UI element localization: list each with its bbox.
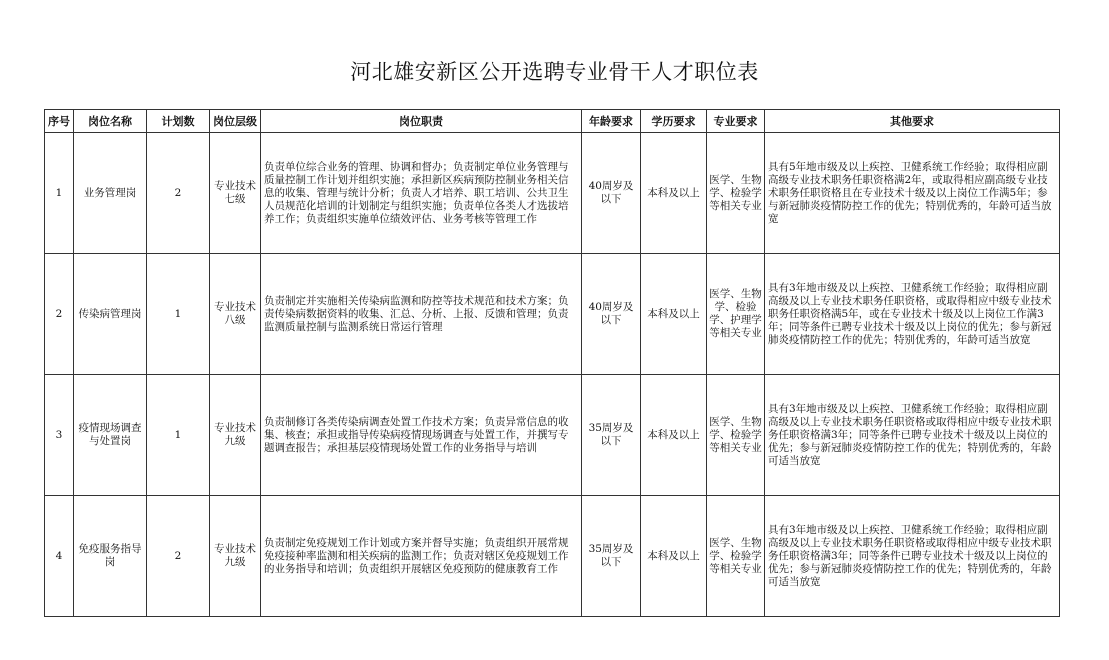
cell-duty: 负责单位综合业务的管理、协调和督办；负责制定单位业务管理与质量控制工作计划并组织实施；承担新区疾病预防控制业务相关信息的收集、管理与统计分析；负责人才培养、职工培训、公共卫生人员规范化培训的计划制定与组织实施；负责单位各类人才选拔培养工作；负责组织实施单位绩效评估、业务考核等管理工作: [261, 133, 582, 254]
table-row: [45, 133, 1060, 254]
cell-level: 专业技术七级: [210, 133, 261, 254]
cell-duty: 负责制定并实施相关传染病监测和防控等技术规范和技术方案；负责传染病数据资料的收集、汇总、分析、上报、反馈和管理；负责监测质量控制与监测系统日常运行管理: [261, 254, 582, 375]
page-title: 河北雄安新区公开选聘专业骨干人才职位表: [350, 60, 759, 84]
cell-level: 专业技术九级: [210, 375, 261, 496]
cell-edu: 本科及以上: [641, 375, 707, 496]
cell-age: 40周岁及以下: [582, 133, 641, 254]
cell-age: 35周岁及以下: [582, 496, 641, 617]
cell-other: 具有3年地市级及以上疾控、卫健系统工作经验；取得相应副高级及以上专业技术职务任职资格或取得相应中级专业技术职务任职资格满3年；同等条件已聘专业技术十级及以上岗位的优先；参与新冠肺炎疫情防控工作的优先；特别优秀的，年龄可适当放宽: [765, 496, 1060, 617]
cell-plan: 1: [147, 375, 210, 496]
cell-major: 医学、生物学、检验学、护理学等相关专业: [707, 254, 765, 375]
cell-other: 具有5年地市级及以上疾控、卫健系统工作经验；取得相应副高级专业技术职务任职资格满2年，或取得相应副高级专业技术职务任职资格且在专业技术十级及以上岗位工作满5年；参与新冠肺炎疫情防控工作的优先；特别优秀的，年龄可适当放宽: [765, 133, 1060, 254]
cell-seq: 2: [45, 254, 74, 375]
col-header-major: 专业要求: [707, 110, 765, 133]
cell-seq: 4: [45, 496, 74, 617]
cell-name: 传染病管理岗: [74, 254, 147, 375]
col-header-age: 年龄要求: [582, 110, 641, 133]
cell-plan: 2: [147, 496, 210, 617]
cell-major: 医学、生物学、检验学等相关专业: [707, 375, 765, 496]
cell-name: 疫情现场调查与处置岗: [74, 375, 147, 496]
cell-seq: 3: [45, 375, 74, 496]
col-header-edu: 学历要求: [641, 110, 707, 133]
cell-age: 40周岁及以下: [582, 254, 641, 375]
cell-other: 具有3年地市级及以上疾控、卫健系统工作经验；取得相应副高级及以上专业技术职务任职资格或取得相应中级专业技术职务任职资格满3年；同等条件已聘专业技术十级及以上岗位的优先；参与新冠肺炎疫情防控工作的优先；特别优秀的，年龄可适当放宽: [765, 375, 1060, 496]
cell-level: 专业技术九级: [210, 496, 261, 617]
col-header-duty: 岗位职责: [261, 110, 582, 133]
col-header-other: 其他要求: [765, 110, 1060, 133]
header-row: [45, 110, 1060, 133]
cell-plan: 1: [147, 254, 210, 375]
col-header-name: 岗位名称: [74, 110, 147, 133]
cell-major: 医学、生物学、检验学等相关专业: [707, 496, 765, 617]
cell-name: 业务管理岗: [74, 133, 147, 254]
cell-edu: 本科及以上: [641, 133, 707, 254]
position-table: [44, 109, 1060, 617]
cell-edu: 本科及以上: [641, 254, 707, 375]
col-header-plan: 计划数: [147, 110, 210, 133]
table-row: [45, 254, 1060, 375]
table-row: [45, 375, 1060, 496]
cell-age: 35周岁及以下: [582, 375, 641, 496]
cell-plan: 2: [147, 133, 210, 254]
cell-duty: 负责制定免疫规划工作计划或方案并督导实施；负责组织开展常规免疫接种率监测和相关疾病的监测工作；负责对辖区免疫规划工作的业务指导和培训；负责组织开展辖区免疫预防的健康教育工作: [261, 496, 582, 617]
cell-seq: 1: [45, 133, 74, 254]
cell-other: 具有3年地市级及以上疾控、卫健系统工作经验；取得相应副高级及以上专业技术职务任职资格，或取得相应中级专业技术职务任职资格满5年，或在专业技术十级及以上岗位工作满3年；同等条件已聘专业技术十级及以上岗位的优先；参与新冠肺炎疫情防控工作的优先；特别优秀的，年龄可适当放宽: [765, 254, 1060, 375]
cell-duty: 负责制修订各类传染病调查处置工作技术方案；负责异常信息的收集、核查；承担或指导传染病疫情现场调查与处置工作，并撰写专题调查报告；承担基层疫情现场处置工作的业务指导与培训: [261, 375, 582, 496]
cell-edu: 本科及以上: [641, 496, 707, 617]
cell-name: 免疫服务指导岗: [74, 496, 147, 617]
table-row: [45, 496, 1060, 617]
cell-major: 医学、生物学、检验学等相关专业: [707, 133, 765, 254]
col-header-level: 岗位层级: [210, 110, 261, 133]
cell-level: 专业技术八级: [210, 254, 261, 375]
col-header-seq: 序号: [45, 110, 74, 133]
